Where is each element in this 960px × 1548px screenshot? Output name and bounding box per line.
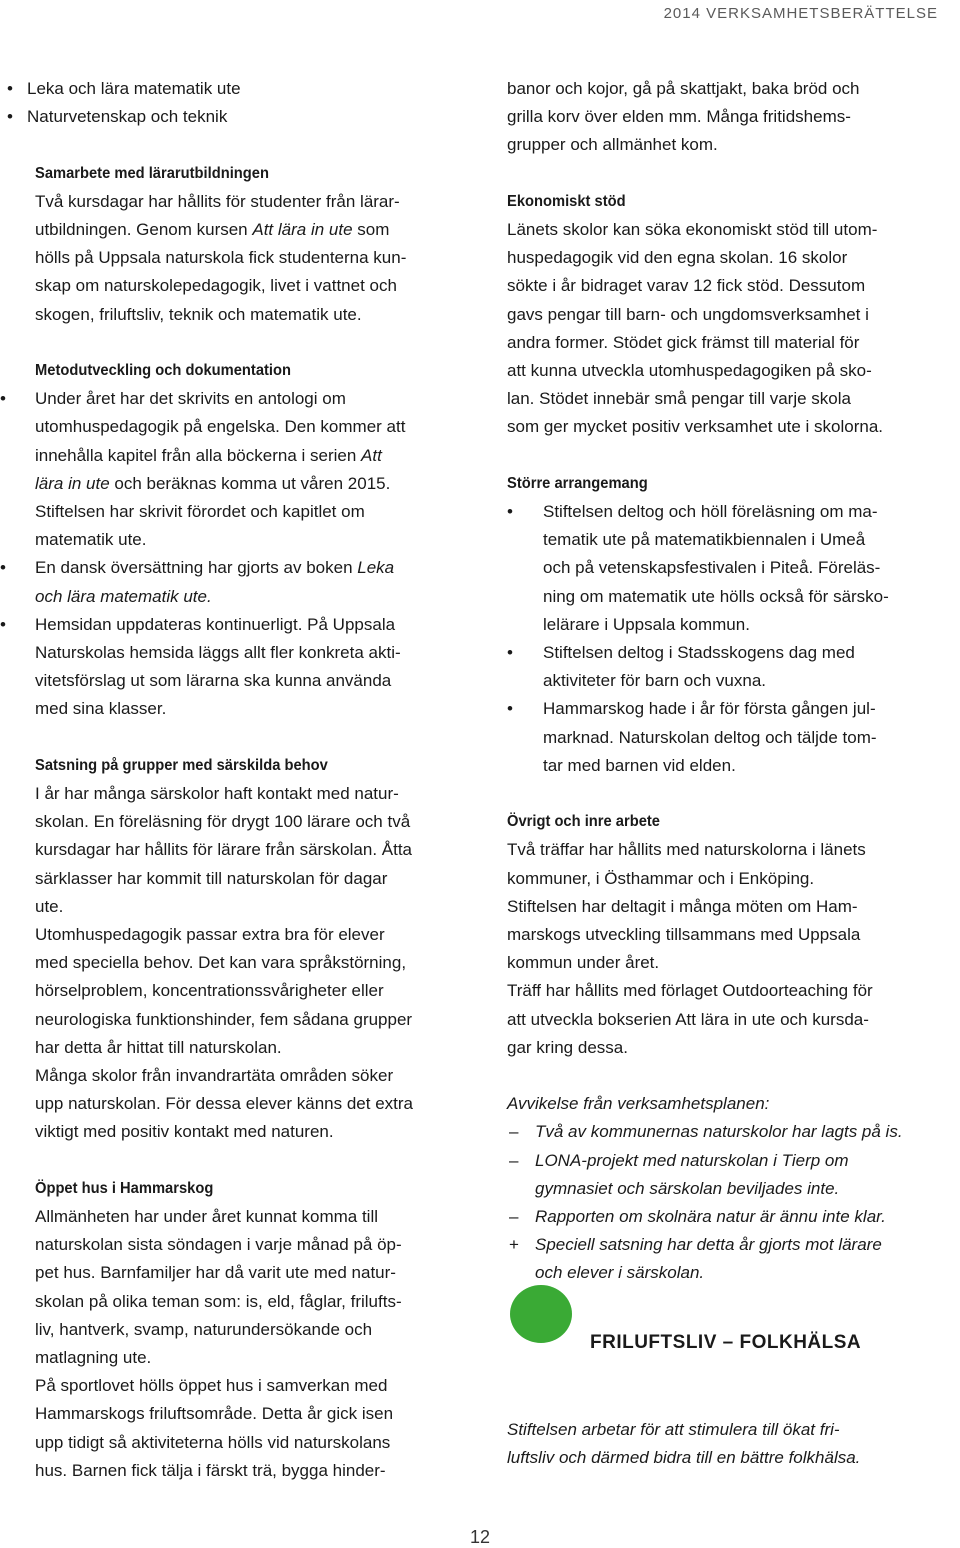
text-line: upp naturskolan. För dessa elever känns det extra — [35, 1094, 413, 1114]
section-heading: Samarbete med lärarutbildningen — [35, 164, 269, 182]
section-heading: Övrigt och inre arbete — [507, 813, 660, 831]
text-line: grilla korv över elden mm. Många fritidshems- — [507, 107, 851, 127]
text-line: lan. Stödet innebär små pengar till varje skola — [507, 389, 851, 409]
deviation-item: – Två av kommunernas naturskolor har lagts på is. — [507, 1118, 952, 1146]
text-line: Träff har hållits med förlaget Outdoorteaching för — [507, 981, 873, 1001]
bullet-item: • En dansk översättning har gjorts av boken Leka och lära matematik ute. — [35, 554, 475, 610]
text-line: hus. Barnen fick tälja i färskt trä, bygga hinder- — [35, 1460, 386, 1480]
text-line: Stiftelsen har deltagit i många möten om Ham- — [507, 896, 858, 916]
text-line: matlagning ute. — [35, 1348, 152, 1368]
text-line: skolan på olika teman som: is, eld, fåglar, frilufts- — [35, 1291, 402, 1311]
text-line: kursdagar har hållits för lärare från särskolan. Åtta — [35, 840, 413, 860]
text-line: skap om naturskolepedagogik, livet i vattnet och — [35, 276, 397, 296]
section-heading: Större arrangemang — [507, 474, 648, 492]
text-line: marskogs utveckling tillsammans med Uppsala — [507, 925, 861, 945]
bullet-icon: • — [0, 558, 6, 578]
text-line: På sportlovet hölls öppet hus i samverkan med — [35, 1376, 388, 1396]
text-line: har detta år hittat till naturskolan. — [35, 1037, 282, 1057]
text-line: hölls på Uppsala naturskola fick studenterna kun- — [35, 248, 407, 268]
plus-icon: + — [509, 1235, 519, 1255]
bullet-item: • Hammarskog hade i år för första gången jul- marknad. Naturskolan deltog och täljde tom- tar med barnen vid elden. — [507, 695, 952, 780]
friluftsliv-intro — [507, 1416, 952, 1472]
text-line: Hammarskogs friluftsområde. Detta år gick isen — [35, 1404, 394, 1424]
text-line: upp tidigt så aktiviteterna hölls vid naturskolans — [35, 1432, 391, 1452]
deviation-title: Avvikelse från verksamhetsplanen: — [507, 1094, 770, 1114]
text-line: skogen, friluftsliv, teknik och matematik ute. — [35, 304, 362, 324]
text-line: sökte i år bidraget varav 12 fick stöd. Dessutom — [507, 276, 866, 296]
text-line: liv, hantverk, svamp, naturundersökande och — [35, 1319, 373, 1339]
text-line: som ger mycket positiv verksamhet ute i skolorna. — [507, 417, 884, 437]
bullet-item: • Under året har det skrivits en antologi om utomhuspedagogik på engelska. Den kommer att innehålla kapitel från alla böckerna i serien Att lära in ute och beräknas komma ut våren 2015. Stiftelsen har skrivit förordet och kapitlet om matematik ute. — [35, 385, 475, 554]
text-line: skolan. En föreläsning för drygt 100 lärare och två — [35, 812, 411, 832]
section-title-friluftsliv: FRILUFTSLIV – FOLKHÄLSA — [590, 1332, 862, 1353]
section-heading: Satsning på grupper med särskilda behov — [35, 756, 328, 774]
text-line: att utveckla bokserien Att lära in ute och kursda- — [507, 1009, 869, 1029]
deviation-item: + Speciell satsning har detta år gjorts mot lärare och elever i särskolan. — [507, 1231, 952, 1287]
text-line: Två träffar har hållits med naturskolorna i länets — [507, 840, 866, 860]
bullet-icon: • — [0, 389, 6, 409]
text-line: luftsliv och därmed bidra till en bättre folkhälsa. — [507, 1448, 861, 1468]
dash-icon: – — [509, 1122, 519, 1142]
bullet-icon: • — [7, 107, 13, 127]
text-line: viktigt med positiv kontakt med naturen. — [35, 1122, 334, 1142]
text-line: grupper och allmänhet kom. — [507, 135, 718, 155]
text-line: pet hus. Barnfamiljer har då varit ute med natur- — [35, 1263, 396, 1283]
section-heading: Öppet hus i Hammarskog — [35, 1179, 214, 1197]
text-line: ute. — [35, 896, 64, 916]
text-line: andra former. Stödet gick främst till material för — [507, 332, 860, 352]
document-header: 2014 VERKSAMHETSBERÄTTELSE — [663, 5, 938, 22]
bullet-item: • Stiftelsen deltog i Stadsskogens dag med aktiviteter för barn och vuxna. — [507, 639, 952, 695]
bullet-item: • Hemsidan uppdateras kontinuerligt. På Uppsala Naturskolas hemsida läggs allt fler konkreta akti- vitetsförslag ut som lärarna ska kunna använda med sina klasser. — [35, 611, 475, 724]
text-line: gavs pengar till barn- och ungdomsverksamhet i — [507, 304, 869, 324]
bullet-icon: • — [507, 643, 513, 663]
dash-icon: – — [509, 1207, 519, 1227]
text-line: naturskolan sista söndagen i varje månad på öp- — [35, 1235, 402, 1255]
text-line: Två kursdagar har hållits för studenter från lärar- — [35, 191, 400, 211]
text-line: banor och kojor, gå på skattjakt, baka bröd och — [507, 79, 860, 98]
bullet-item: • Stiftelsen deltog och höll föreläsning om ma- tematik ute på matematikbiennalen i Umeå och på vetenskapsfestivalen i Piteå. Föreläs- ning om matematik ute hölls också för särsko- lelärare i Uppsala kommun. — [507, 498, 952, 639]
text-line: hörselproblem, koncentrationssvårigheter eller — [35, 981, 384, 1001]
text-line: neurologiska funktionshinder, fem sådana grupper — [35, 1009, 413, 1029]
text-line: Många skolor från invandrartäta områden söker — [35, 1066, 394, 1086]
bullet-item — [7, 103, 475, 131]
bullet-icon: • — [7, 79, 13, 98]
text-line: kommuner, i Östhammar och i Enköping. — [507, 868, 815, 888]
text-line: Allmänheten har under året kunnat komma till — [35, 1207, 379, 1227]
text-line: Utomhuspedagogik passar extra bra för elever — [35, 925, 385, 945]
bullet-text: Naturvetenskap och teknik — [27, 107, 228, 127]
right-column — [507, 75, 952, 1288]
dash-icon: – — [509, 1150, 519, 1170]
deviation-item: – Rapporten om skolnära natur är ännu inte klar. — [507, 1203, 952, 1231]
text-line: I år har många särskolor haft kontakt med natur- — [35, 784, 399, 804]
text-line: att kunna utveckla utomhuspedagogiken på sko- — [507, 361, 872, 381]
section-heading: Metodutveckling och dokumentation — [35, 362, 291, 379]
bullet-icon: • — [507, 502, 513, 522]
text-line: kommun under året. — [507, 953, 660, 973]
text-line: Länets skolor kan söka ekonomiskt stöd till utom- — [507, 220, 878, 239]
section-heading: Ekonomiskt stöd — [507, 192, 626, 210]
green-circle-icon — [510, 1285, 572, 1343]
bullet-icon: • — [507, 699, 513, 719]
text-line: med speciella behov. Det kan vara språkstörning, — [35, 953, 407, 973]
text-line: gar kring dessa. — [507, 1037, 628, 1057]
bullet-text: Leka och lära matematik ute — [27, 79, 241, 98]
bullet-icon: • — [0, 614, 6, 634]
deviation-item: – LONA-projekt med naturskolan i Tierp om gymnasiet och särskolan beviljades inte. — [507, 1147, 952, 1203]
text-line: särklasser har kommit till naturskolan för dagar — [35, 868, 388, 888]
text-line: utbildningen. Genom kursen Att lära in ute som — [35, 220, 390, 239]
bullet-item — [7, 75, 475, 103]
text-line: huspedagogik vid den egna skolan. 16 skolor — [507, 248, 848, 268]
page-number: 12 — [469, 1527, 491, 1547]
left-column — [0, 75, 475, 1485]
text-line: Stiftelsen arbetar för att stimulera till ökat fri- — [507, 1420, 840, 1439]
